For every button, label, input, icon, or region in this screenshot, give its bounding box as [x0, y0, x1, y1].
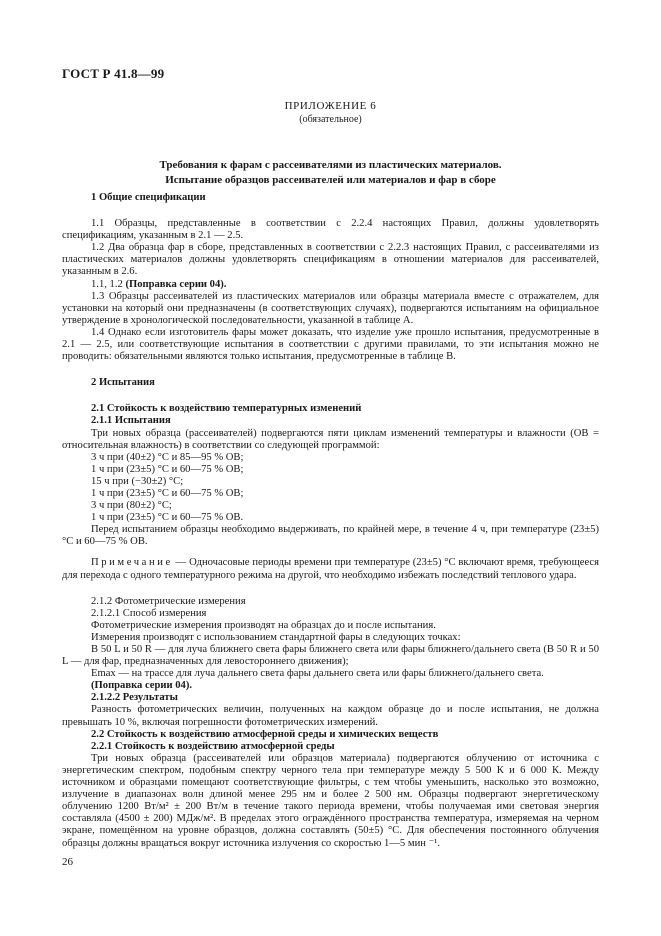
cycle-item: 1 ч при (23±5) °С и 60—75 % ОВ;	[91, 463, 244, 475]
title-line-2: Испытание образцов рассеивателей или материалов и фар в сборе	[165, 174, 496, 186]
section-2-1-heading: 2.1 Стойкость к воздействию температурных изменений	[91, 403, 362, 415]
document-body	[62, 192, 599, 850]
section-2-1-2-heading: 2.1.2 Фотометрические измерения	[91, 595, 246, 607]
amendment-ref: 1.1, 1.2	[91, 278, 126, 290]
page-number: 26	[62, 856, 73, 868]
cycle-item: 1 ч при (23±5) °С и 60—75 % ОВ.	[91, 512, 244, 524]
section-2-2-1-heading: 2.2.1 Стойкость к воздействию атмосферной среды	[91, 740, 335, 752]
amendment-note	[62, 279, 599, 291]
paragraph-2-1-2-2: Разность фотометрических величин, полученных на каждом образце до и после испытания, не должна превышать 10 %, включая погрешности фотометрических измерений.	[62, 704, 599, 728]
section-1-heading: 1 Общие спецификации	[91, 192, 206, 203]
appendix-heading	[0, 99, 661, 126]
amendment-label: (Поправка серии 04).	[125, 278, 227, 290]
paragraph-2-1-2-1a: Фотометрические измерения производят на образцах до и после испытания.	[91, 619, 436, 631]
note-label: Примечание	[91, 557, 173, 569]
section-2-1-2-1-heading: 2.1.2.1 Способ измерения	[91, 607, 207, 619]
paragraph-1-4: 1.4 Однако если изготовитель фары может доказать, что изделие уже прошло испытания, предусмотренные в 2.1 — 2.5, или соответствующие испытания в соответствии с другими правилами, то эти испытания можно не проводить: обязательными являются только испытания, предусмотренные в таблице В.	[62, 326, 599, 363]
appendix-title: ПРИЛОЖЕНИЕ 6	[284, 100, 377, 112]
section-2-2-heading: 2.2 Стойкость к воздействию атмосферной среды и химических веществ	[91, 728, 439, 740]
paragraph-1-3: 1.3 Образцы рассеивателей из пластических материалов или образцы материала вместе с отражателем, для установки на который они предназначены (в соответствующих случаях), подвергаются испытаниям на официальное утверждение в хронологической последовательности, указанной в таблице А.	[62, 290, 599, 326]
paragraph-2-1-2-1b: Измерения производят с использованием стандартной фары в следующих точках:	[91, 631, 461, 643]
paragraph-2-1-2-1c: B 50 L и 50 R — для луча ближнего света фары ближнего света или фары ближнего/дальнего света (B 50 R и 50 L — для фар, предназначенных для левостороннего движения);	[62, 644, 599, 668]
note	[62, 557, 599, 581]
section-2-heading: 2 Испытания	[91, 377, 155, 389]
paragraph-1-2: 1.2 Два образца фар в сборе, представленных в соответствии с 2.2.3 настоящих Правил, с рассеивателями из пластических материалов должны удовлетворять спецификациям в отношении материалов для рассеивателей, указанным в 2.6.	[62, 242, 599, 278]
cycle-item: 1 ч при (23±5) °С и 60—75 % ОВ;	[91, 487, 244, 499]
paragraph-2-2-1: Три новых образца (рассеивателей или образцов материала) подвергаются облучению от источника с энергетическим спектром, подобным спектру черного тела при температуре между 5 500 К и 6 000 К. Между источником и образцами помещают соответствующие фильтры, с тем чтобы уменьшить, насколько это возможно, излучение в диапазонах волн длиной менее 295 нм и более 2 500 нм. Образцы подвергают энергетическому облучению 1200 Вт/м² ± 200 Вт/м в течение такого периода времени, чтобы получаемая ими световая энергия составляла (4500 ± 200) МДж/м². В пределах этого ограждённого пространства температура, измеряемая на черном экране, помещённом на уровне образцов, должна составлять (50±5) °С. Для обеспечения постоянного облучения образцы должны вращаться вокруг источника излучения со скоростью 1—5 мин ⁻¹.	[62, 752, 599, 849]
paragraph-2-1-2-1d: Emax — на трассе для луча дальнего света фары дальнего света или фары ближнего/дальнего света.	[91, 668, 544, 680]
paragraph-2-1-1: Три новых образца (рассеивателей) подвергаются пяти циклам изменений температуры и влажности (ОВ = относительная влажность) в соответствии со следующей программой:	[62, 427, 599, 451]
document-title	[0, 158, 661, 188]
paragraph-1-1: 1.1 Образцы, представленные в соответствии с 2.2.4 настоящих Правил, должны удовлетворять спецификациям, указанным в 2.1 — 2.5.	[62, 218, 599, 242]
section-2-1-2-2-heading: 2.1.2.2 Результаты	[91, 692, 178, 704]
appendix-subtitle: (обязательное)	[299, 114, 362, 125]
paragraph-conditioning: Перед испытанием образцы необходимо выдерживать, по крайней мере, в течение 4 ч, при температуре (23±5) °С и 60—75 % ОВ.	[62, 524, 599, 548]
section-2-1-1-heading: 2.1.1 Испытания	[91, 415, 171, 427]
title-line-1: Требования к фарам с рассеивателями из пластических материалов.	[159, 159, 502, 171]
cycle-item: 15 ч при (−30±2) °С;	[91, 475, 184, 487]
document-code: ГОСТ Р 41.8—99	[62, 66, 165, 81]
note-text: — Одночасовые периоды времени при температуре (23±5) °С включают время, требующееся для перехода с одного температурного режима на другой, что необходимо избежать последствий теплового удара.	[62, 557, 599, 581]
amendment-label-2: (Поправка серии 04).	[91, 680, 193, 692]
cycle-item: 3 ч при (40±2) °С и 85—95 % ОВ;	[91, 451, 244, 463]
cycle-item: 3 ч при (80±2) °С;	[91, 500, 172, 512]
